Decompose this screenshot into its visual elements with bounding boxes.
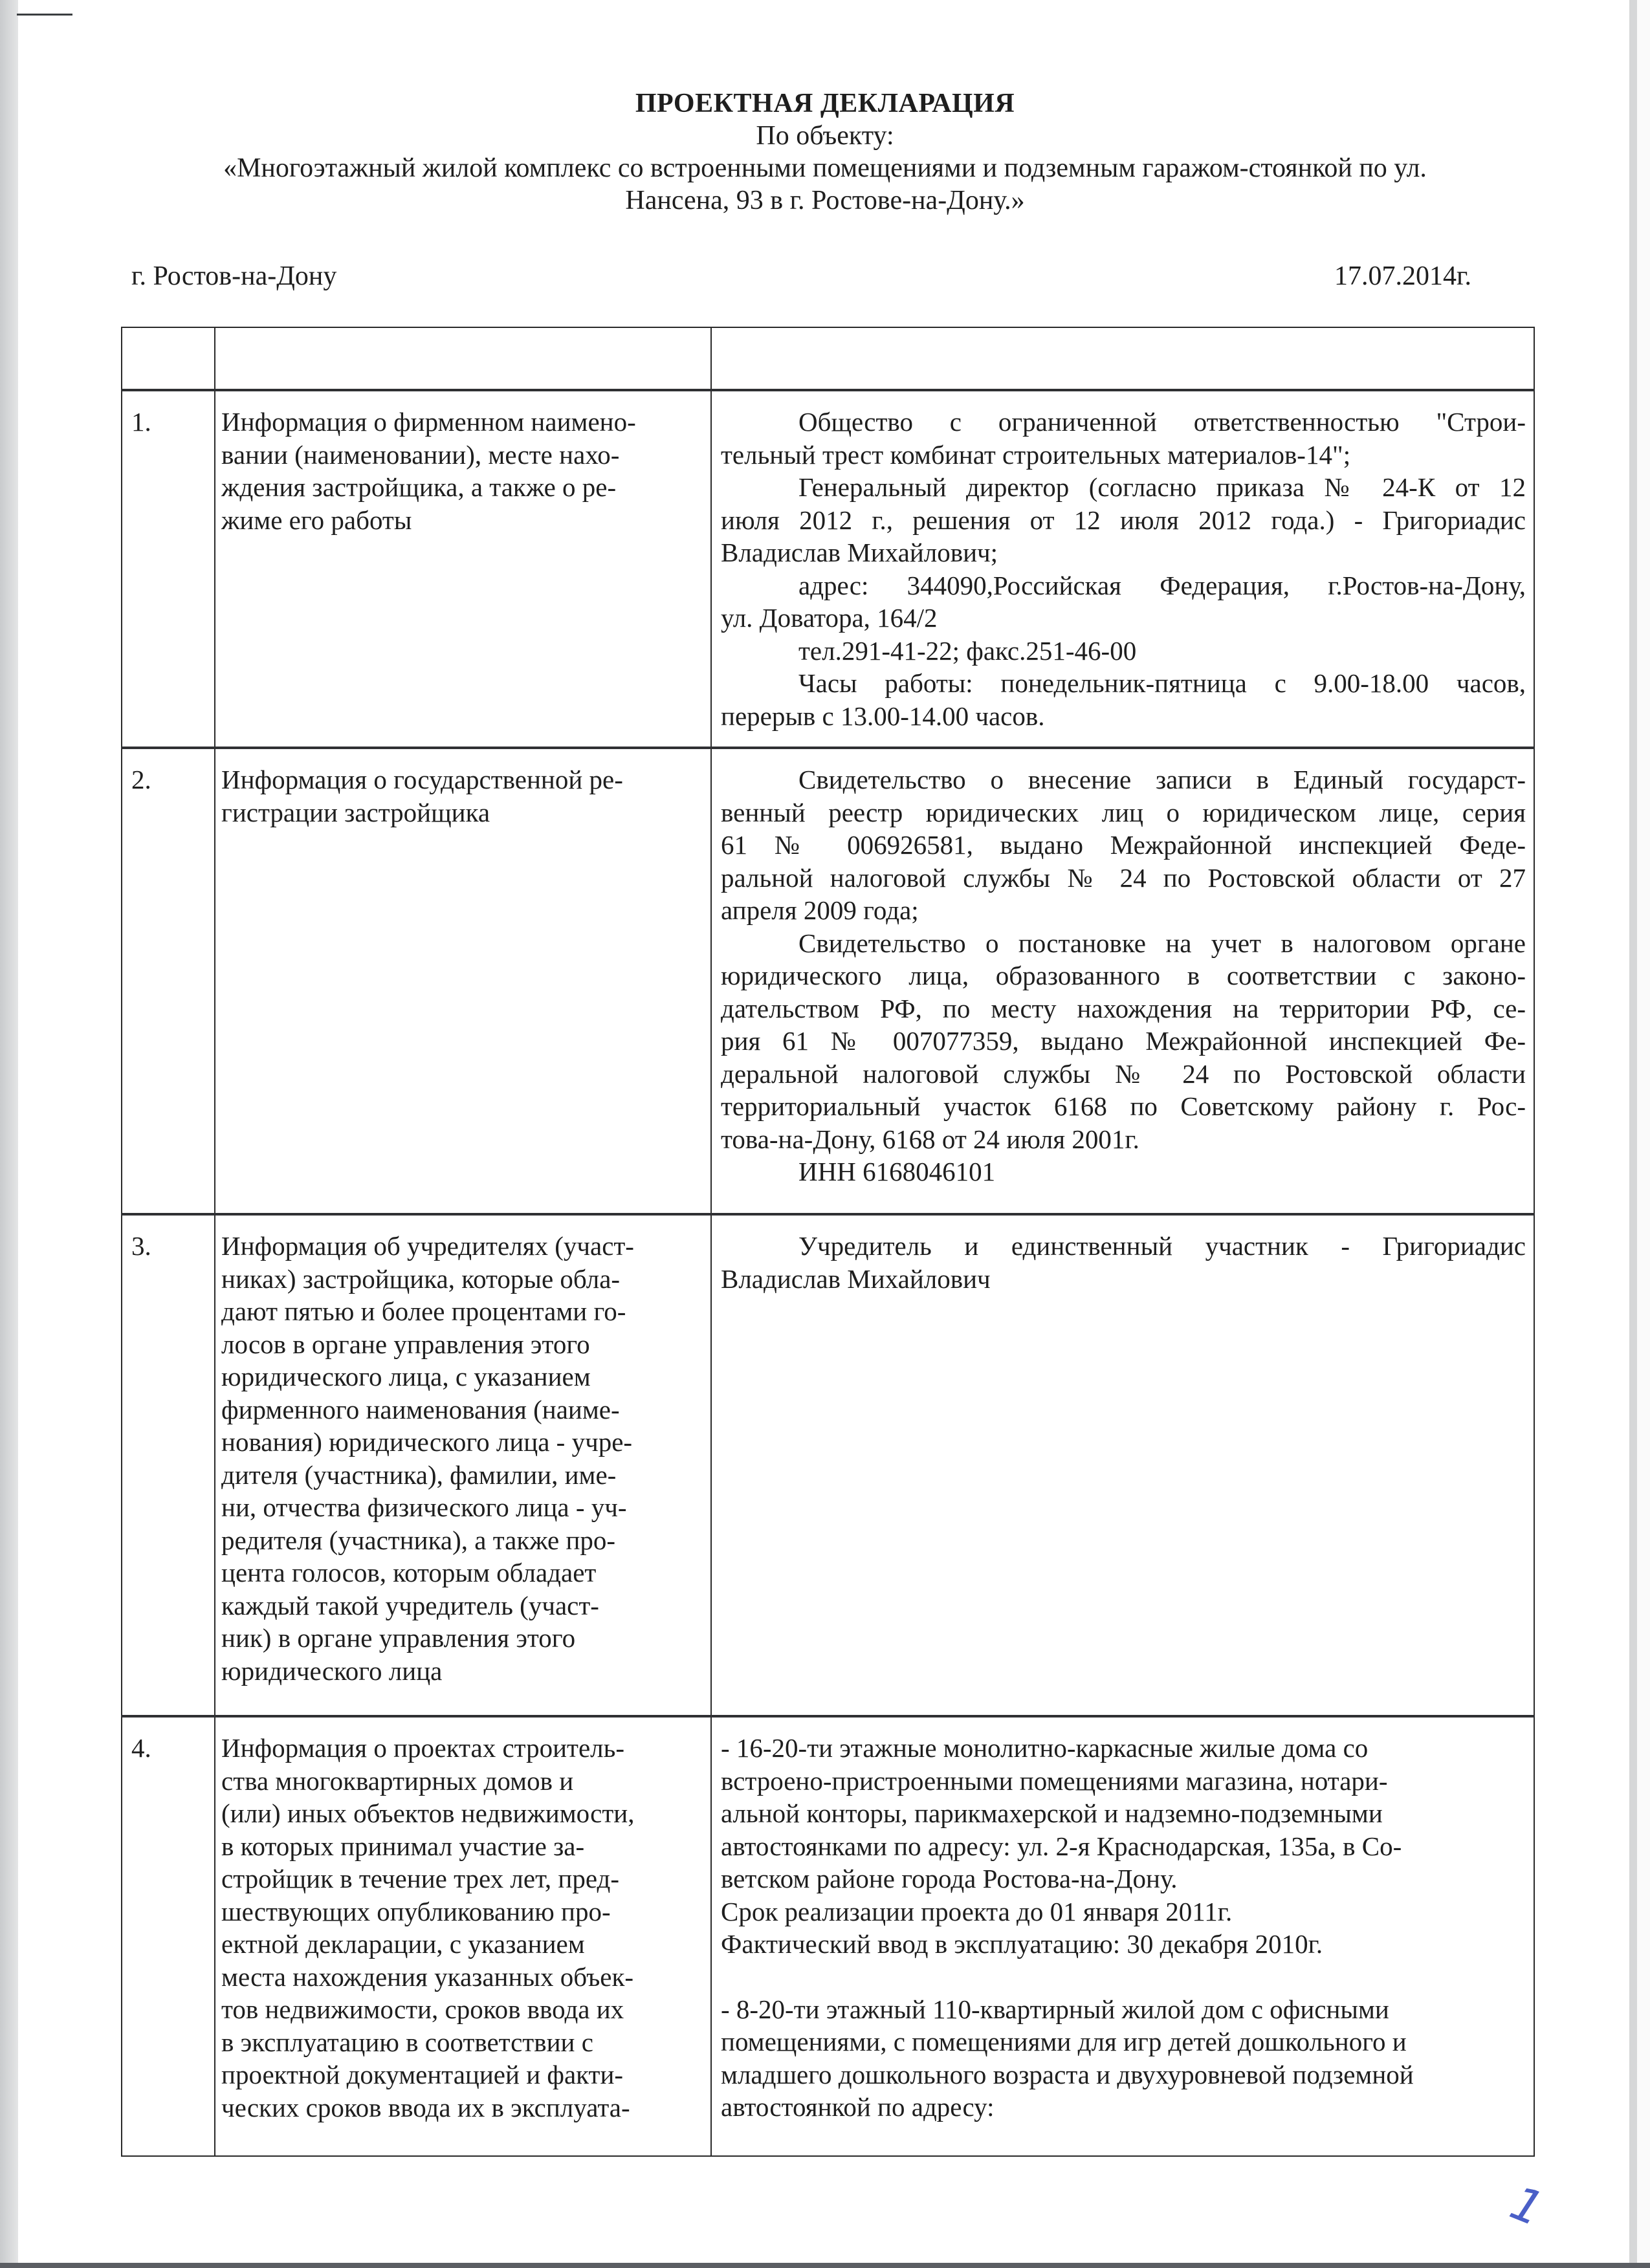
document-place: г. Ростов-на-Дону [131, 261, 337, 291]
content-line: Фактический ввод в эксплуатацию: 30 декабря 2010г. [721, 1929, 1323, 1959]
label-line: ства многоквартирных домов и [221, 1765, 574, 1796]
object-name-line-1: «Многоэтажный жилой комплекс со встроенными помещениями и подземным гаражом-стоянкой по ул. [223, 153, 1427, 183]
content-line: венный реестр юридических лиц о юридическом лице, серия [721, 797, 1526, 827]
content-line: ул. Доватора, 164/2 [721, 603, 938, 633]
content-line: младшего дошкольного возраста и двухуровневой подземной [721, 2059, 1414, 2089]
row-label-cell [215, 1716, 711, 2156]
label-line: в которых принимал участие за- [221, 1831, 585, 1861]
content-line: Срок реализации проекта до 01 января 2011г. [721, 1896, 1233, 1926]
content-line: встроено-пристроенными помещениями магазина, нотари- [721, 1765, 1388, 1796]
content-line: Свидетельство о постановке на учет в налоговом органе [798, 928, 1526, 958]
label-line: лосов в органе управления этого [221, 1329, 590, 1359]
row-label [215, 1216, 710, 1687]
content-line: юридического лица, образованного в соответствии с законо- [721, 961, 1526, 990]
document-subtitle: По объекту: [756, 121, 894, 151]
content-line: Свидетельство о внесение записи в Единый государст- [798, 765, 1526, 794]
label-line: Информация об учредителях (участ- [221, 1231, 634, 1261]
content-line: помещениями, с помещениями для игр детей дошкольного и [721, 2027, 1407, 2056]
row-number-cell [122, 1214, 215, 1716]
label-line: редителя (участника), а также про- [221, 1525, 616, 1555]
label-line: гистрации застройщика [221, 797, 490, 827]
declaration-table [121, 327, 1535, 2157]
content-paragraph [721, 635, 1526, 668]
content-line: - 16-20-ти этажные монолитно-каркасные жилые дома со [721, 1733, 1369, 1763]
content-line: июля 2012 г., решения от 12 июля 2012 года.) - Григориадис [721, 505, 1526, 535]
row-content-cell [711, 390, 1534, 748]
content-line: тел.291-41-22; факс.251-46-00 [798, 635, 1137, 666]
content-line: това-на-Дону, 6168 от 24 июля 2001г. [721, 1124, 1139, 1154]
label-line: юридического лица, с указанием [221, 1362, 591, 1391]
content-line: перерыв с 13.00-14.00 часов. [721, 701, 1045, 731]
object-name-line-2: Нансена, 93 в г. Ростове-на-Дону.» [625, 186, 1025, 215]
label-line: в эксплуатацию в соответствии с [221, 2027, 593, 2057]
row-content-cell [711, 1214, 1534, 1716]
scan-mark [17, 14, 72, 16]
header-cell-content [711, 327, 1534, 390]
content-line: ральной налоговой службы № 24 по Ростовской области от 27 [721, 862, 1526, 893]
content-line: Учредитель и единственный участник - Григориадис [798, 1231, 1526, 1261]
content-line: апреля 2009 года; [721, 895, 919, 925]
label-line: ни, отчества физического лица - уч- [221, 1492, 627, 1522]
row-label [215, 391, 710, 536]
row-content [712, 749, 1534, 1188]
document-header [0, 87, 1650, 217]
document-date: 17.07.2014г. [1334, 261, 1471, 291]
content-line: ветском районе города Ростова-на-Дону. [721, 1864, 1178, 1893]
row-content [712, 391, 1534, 732]
content-paragraph [721, 1155, 1526, 1188]
content-line: Владислав Михайлович; [721, 538, 998, 567]
label-line: ектной декларации, с указанием [221, 1929, 585, 1959]
content-paragraph [721, 667, 1526, 732]
label-line: юридического лица [221, 1655, 443, 1686]
label-line: фирменного наименования (наиме- [221, 1394, 620, 1424]
row-content [712, 1216, 1534, 1295]
table-header-row [122, 327, 1534, 390]
content-paragraph [721, 927, 1526, 1156]
header-cell-num [122, 327, 215, 390]
label-line: Информация о государственной ре- [221, 765, 623, 794]
scan-edge-bottom [0, 2263, 1650, 2268]
label-line: каждый такой учредитель (участ- [221, 1590, 599, 1620]
row-label-cell [215, 1214, 711, 1716]
row-content [712, 1717, 1534, 2124]
scan-edge-left [0, 0, 18, 2268]
label-line: дают пятью и более процентами го- [221, 1296, 626, 1326]
table-row [122, 1214, 1534, 1716]
content-line: - 8-20-ти этажный 110-квартирный жилой дом с офисными [721, 1994, 1389, 2024]
content-line: рия 61 № 007077359, выдано Межрайонной инспекцией Фе- [721, 1026, 1526, 1056]
paragraph-spacer [721, 1961, 1526, 1993]
label-line: (или) иных объектов недвижимости, [221, 1798, 635, 1828]
content-line: ИНН 6168046101 [798, 1157, 996, 1186]
label-line: ник) в органе управления этого [221, 1623, 576, 1653]
content-paragraph [721, 1993, 1526, 2124]
row-number: 4. [131, 1733, 151, 1763]
label-line: проектной документацией и факти- [221, 2060, 624, 2089]
content-line: альной конторы, парикмахерской и надземно-подземными [721, 1798, 1383, 1828]
label-line: места нахождения указанных объек- [221, 1961, 634, 1992]
label-line: Информация о проектах строитель- [221, 1733, 624, 1763]
content-line: Владислав Михайлович [721, 1263, 991, 1294]
row-number-cell [122, 748, 215, 1214]
table-row [122, 748, 1534, 1214]
content-paragraph [721, 1732, 1526, 1961]
content-line: Генеральный директор (согласно приказа № 24-К от 12 [798, 472, 1526, 502]
content-paragraph [721, 471, 1526, 569]
content-paragraph [721, 569, 1526, 635]
label-line: нования) юридического лица - учре- [221, 1427, 633, 1457]
scan-margin-right [1637, 0, 1650, 2268]
label-line: жиме его работы [221, 505, 412, 535]
content-line: тельный трест комбинат строительных материалов-14"; [721, 439, 1351, 470]
label-line: вании (наименовании), месте нахо- [221, 439, 620, 470]
content-line: автостоянками по адресу: ул. 2-я Краснодарская, 135а, в Со- [721, 1831, 1402, 1861]
handwritten-page-number: 1 [1502, 2175, 1551, 2237]
content-line: 61 № 006926581, выдано Межрайонной инспекцией Феде- [721, 830, 1526, 860]
scan-edge-right [1629, 0, 1637, 2268]
content-paragraph [721, 406, 1526, 471]
label-line: Информация о фирменном наимено- [221, 407, 636, 437]
content-line: автостоянкой по адресу: [721, 2092, 995, 2122]
content-line: адрес: 344090,Российская Федерация, г.Ростов-на-Дону, [798, 570, 1526, 600]
row-number: 3. [131, 1231, 151, 1261]
content-paragraph [721, 1230, 1526, 1295]
label-line: дителя (участника), фамилии, име- [221, 1459, 617, 1490]
table-row [122, 390, 1534, 748]
content-line: деральной налоговой службы № 24 по Ростовской области [721, 1058, 1526, 1089]
row-content-cell [711, 748, 1534, 1214]
header-cell-label [215, 327, 711, 390]
label-line: стройщик в течение трех лет, пред- [221, 1864, 620, 1893]
label-line: ческих сроков ввода их в эксплуата- [221, 2092, 630, 2122]
row-label [215, 1717, 710, 2124]
table-row [122, 1716, 1534, 2156]
label-line: шествующих опубликованию про- [221, 1896, 611, 1926]
row-number: 1. [131, 407, 151, 437]
content-line: Часы работы: понедельник-пятница с 9.00-18.00 часов, [798, 668, 1526, 698]
content-line: Общество с ограниченной ответственностью "Строи- [798, 407, 1526, 437]
label-line: цента голосов, которым обладает [221, 1558, 597, 1587]
row-number: 2. [131, 765, 151, 794]
row-number-cell [122, 390, 215, 748]
row-content-cell [711, 1716, 1534, 2156]
label-line: никах) застройщика, которые обла- [221, 1263, 621, 1294]
content-line: территориальный участок 6168 по Советскому району г. Рос- [721, 1091, 1526, 1121]
content-paragraph [721, 763, 1526, 927]
row-label-cell [215, 390, 711, 748]
content-line: дательством РФ, по месту нахождения на территории РФ, се- [721, 993, 1526, 1023]
row-label-cell [215, 748, 711, 1214]
row-number-cell [122, 1716, 215, 2156]
label-line: ждения застройщика, а также о ре- [221, 472, 617, 502]
row-label [215, 749, 710, 829]
document-title: ПРОЕКТНАЯ ДЕКЛАРАЦИЯ [635, 89, 1015, 118]
label-line: тов недвижимости, сроков ввода их [221, 1994, 624, 2024]
